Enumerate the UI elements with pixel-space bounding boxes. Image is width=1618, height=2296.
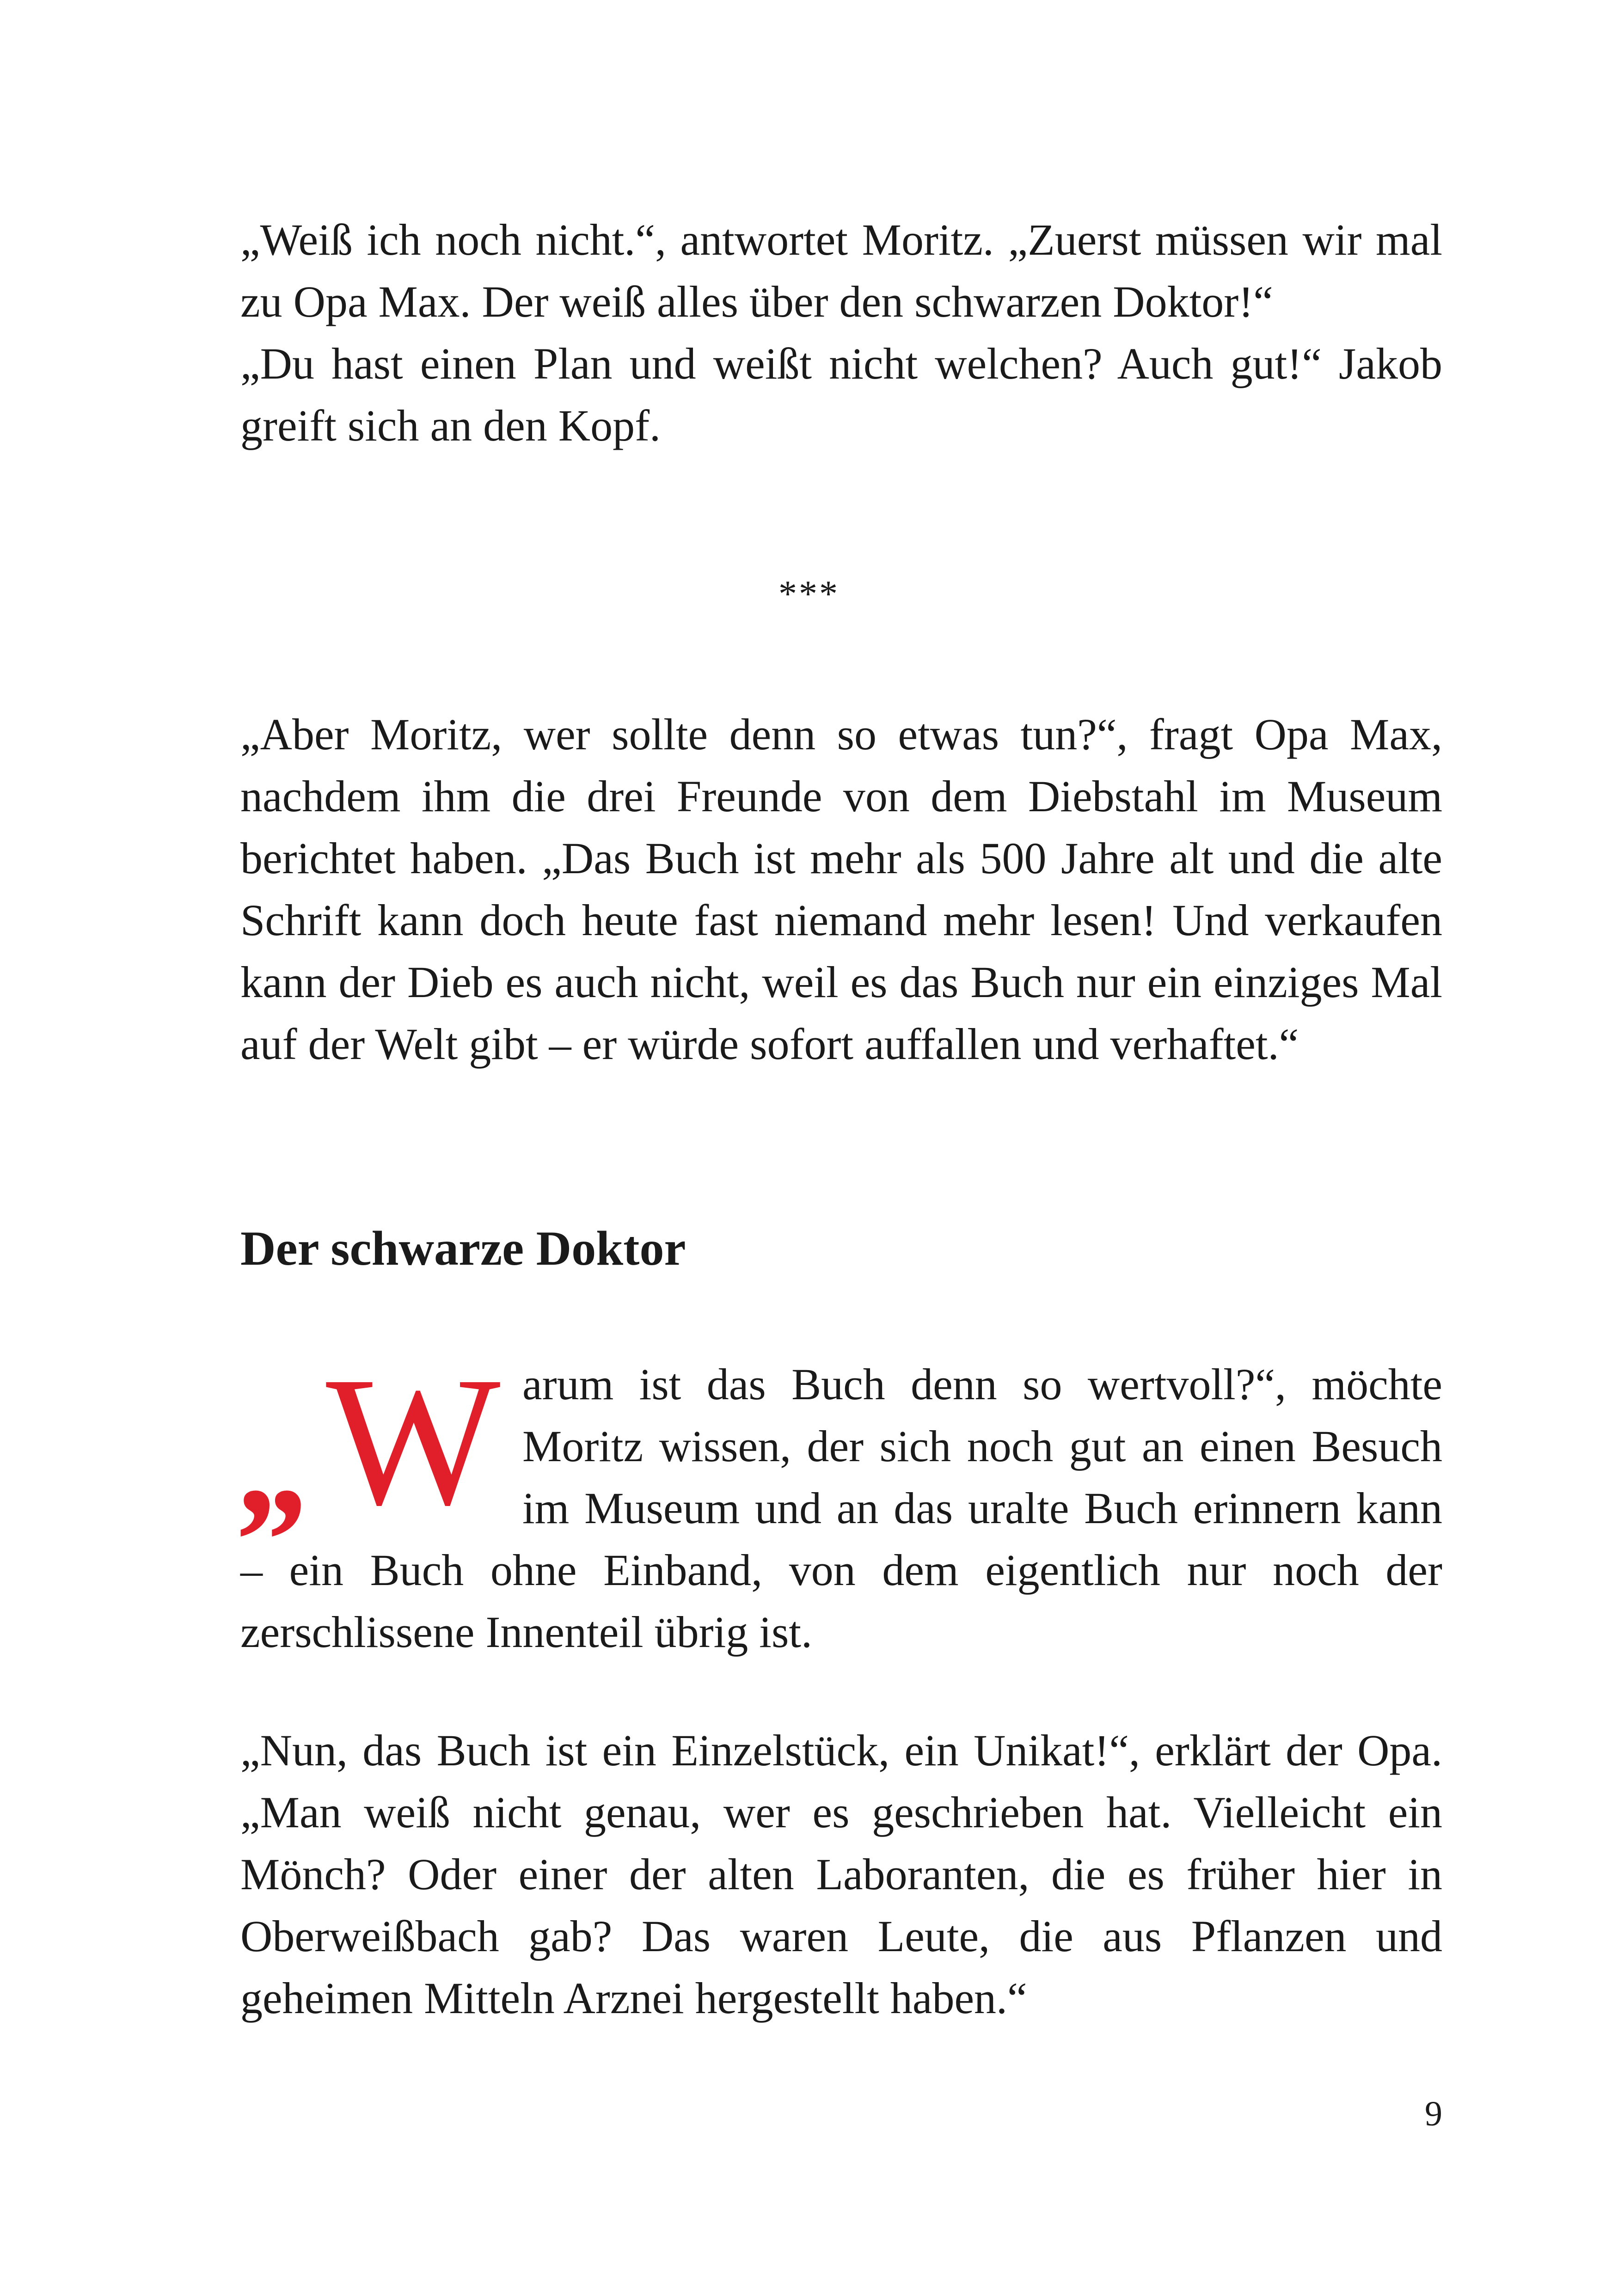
dropcap [240, 1339, 513, 1546]
paragraph-text: „Du hast einen Plan und weißt nicht welchen? Auch gut!“ Jakob greift sich an den Kopf. [240, 339, 1442, 450]
paragraph-with-dropcap [240, 1339, 1442, 1663]
paragraph-text: „Aber Moritz, wer sollte denn so etwas tun?“, fragt Opa Max, nachdem ihm die drei Freunde von dem Diebstahl im Museum berichtet haben. „Das Buch ist mehr als 500 Jahre alt und die alte Schrift kann doch heute fast niemand mehr lesen! Und verkaufen kann der Dieb es auch nicht, weil es das Buch nur ein einziges Mal auf der Welt gibt – er würde sofort auffallen und verhaftet.“ [240, 710, 1442, 1069]
dropcap-quote-mark: „ [240, 1378, 317, 1546]
dropcap-letter: W [326, 1339, 501, 1543]
paragraph-text: „Weiß ich noch nicht.“, antwortet Moritz. „Zuerst müssen wir mal zu Opa Max. Der weiß alles über den schwarzen Doktor!“ [240, 215, 1442, 326]
paragraph-text: arum ist das Buch denn so wertvoll?“, möchte Moritz wissen, der sich noch gut an einen Besuch im Museum und an das uralte Buch erinnern kann – ein Buch ohne Einband, von dem eigentlich nur noch der zerschlissene Innenteil übrig ist. [240, 1359, 1442, 1657]
paragraph-opa-max [240, 704, 1442, 1075]
paragraph-text: „Nun, das Buch ist ein Einzelstück, ein Unikat!“, erklärt der Opa. „Man weiß nicht genau, wer es geschrieben hat. Vielleicht ein Mönch? Oder einer der alten Laboranten, die es früher hier in Oberweißbach gab? Das waren Leute, die aus Pflanzen und geheimen Mitteln Arznei hergestellt haben.“ [240, 1726, 1442, 2023]
paragraph-explanation [240, 1720, 1442, 2029]
chapter-heading: Der schwarze Doktor [240, 1221, 686, 1275]
section-divider: *** [778, 574, 840, 614]
paragraph-dialogue-moritz [240, 209, 1442, 457]
page-number: 9 [1425, 2094, 1442, 2133]
